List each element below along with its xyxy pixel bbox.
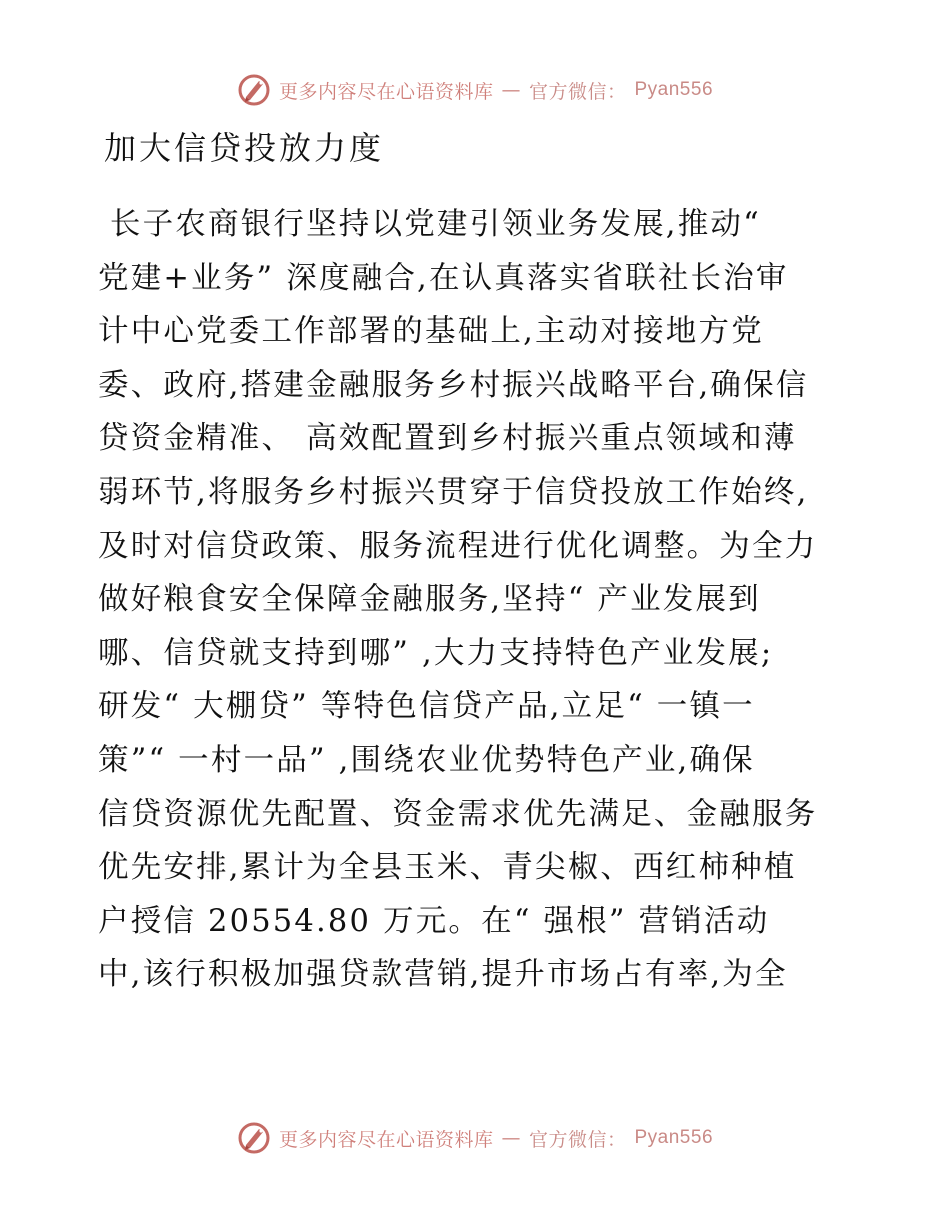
body-line: 中,该行积极加强贷款营销,提升市场占有率,为全: [98, 957, 788, 993]
watermark-contact-label: 官方微信：: [528, 1128, 627, 1151]
watermark-main-text: 更多内容尽在心语资料库: [278, 1128, 494, 1151]
watermark-dash: —: [501, 1127, 521, 1149]
footer-watermark: [0, 1118, 950, 1158]
pen-logo-icon: [237, 73, 271, 107]
pen-logo-icon: [237, 1121, 271, 1155]
body-line: 弱环节,将服务乡村振兴贯穿于信贷投放工作始终,: [98, 474, 809, 510]
watermark-main-text: 更多内容尽在心语资料库: [278, 80, 494, 103]
body-line: 优先安排,累计为全县玉米、青尖椒、西红柿种植: [98, 850, 797, 886]
body-line: 长子农商银行坚持以党建引领业务发展,推动“: [98, 207, 761, 242]
header-watermark: [0, 70, 950, 110]
body-line: 哪、信贷就支持到哪” ,大力支持特色产业发展;: [98, 635, 774, 671]
watermark-contact-id: Pyan556: [634, 1127, 714, 1148]
watermark-contact-id: Pyan556: [634, 79, 714, 100]
body-line: 户授信 20554.80 万元。在“ 强根” 营销活动: [98, 903, 770, 939]
body-line: 做好粮食安全保障金融服务,坚持“ 产业发展到: [98, 582, 761, 618]
document-heading: 加大信贷投放力度: [104, 129, 385, 167]
watermark-dash: —: [501, 79, 521, 101]
body-line: 党建+业务” 深度融合,在认真落实省联社长治审: [98, 260, 789, 296]
body-line: 策”“ 一村一品” ,围绕农业优势特色产业,确保: [98, 742, 755, 778]
document-body: [98, 198, 858, 1002]
body-line: 贷资金精准、 高效配置到乡村振兴重点领域和薄: [98, 421, 797, 457]
body-line: 研发“ 大棚贷” 等特色信贷产品,立足“ 一镇一: [98, 689, 755, 725]
body-line: 委、政府,搭建金融服务乡村振兴战略平台,确保信: [98, 367, 809, 403]
body-line: 计中心党委工作部署的基础上,主动对接地方党: [98, 314, 764, 350]
body-line: 信贷资源优先配置、资金需求优先满足、金融服务: [98, 796, 818, 832]
body-line: 及时对信贷政策、服务流程进行优化调整。为全力: [98, 528, 818, 564]
watermark-contact-label: 官方微信：: [528, 80, 627, 103]
